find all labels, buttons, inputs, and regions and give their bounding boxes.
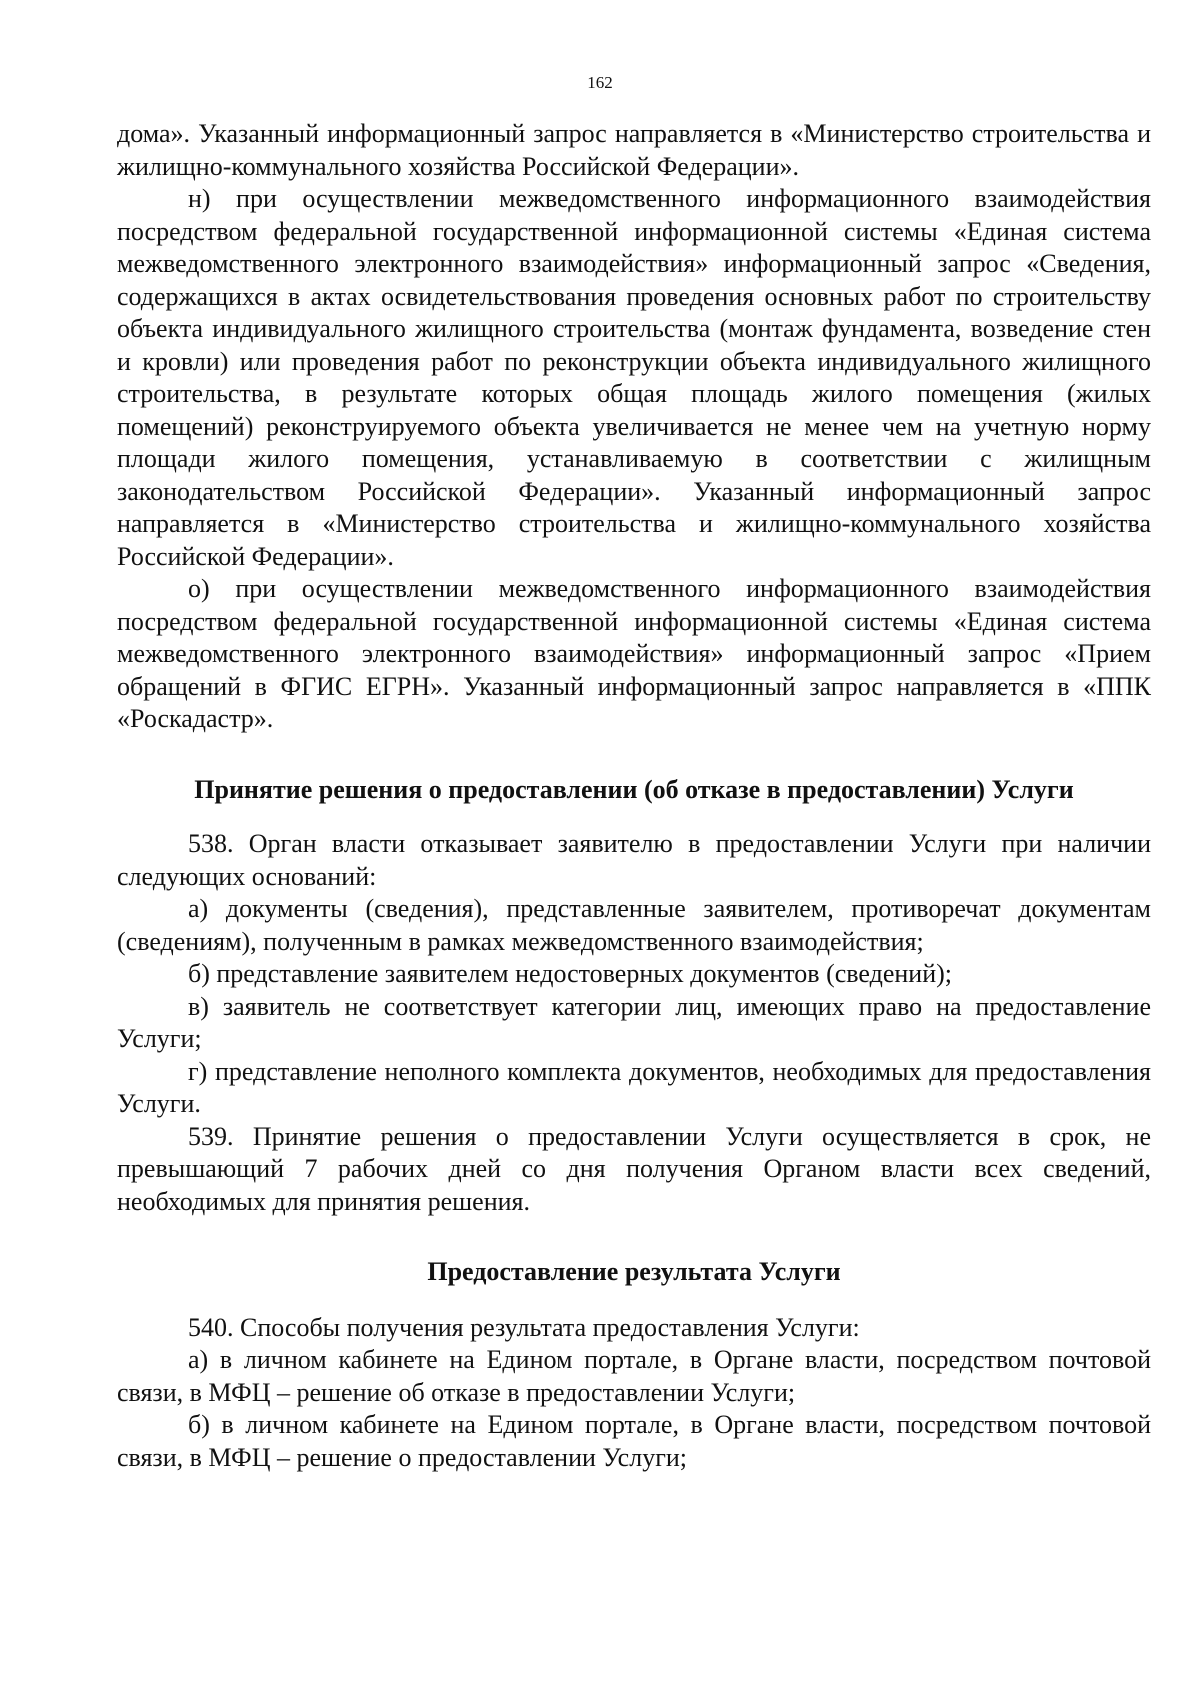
section-heading-result: Предоставление результата Услуги [427,1257,841,1286]
paragraph-540-b: б) в личном кабинете на Едином портале, в Органе власти, посредством почтовой связи, в МФЦ – решение о предоставлении Услуги; [117,1410,1151,1472]
paragraph-538-b: б) представление заявителем недостоверных документов (сведений); [188,959,952,988]
paragraph-538-a: а) документы (сведения), представленные заявителем, противоречат документам (сведениям), полученным в рамках межведомственного взаимодействия; [117,894,1151,956]
section-heading-decision: Принятие решения о предоставлении (об отказе в предоставлении) Услуги [194,774,1074,804]
paragraph-item-o: о) при осуществлении межведомственного информационного взаимодействия посредством федеральной государственной информационной системы «Единая система межведомственного электронного взаимодействия» информационный запрос «Прием обращений в ФГИС ЕГРН». Указанный информационный запрос направляется в «ППК «Роскадастр». [117,574,1151,733]
page-number: 162 [587,73,613,92]
paragraph-540-a: а) в личном кабинете на Едином портале, в Органе власти, посредством почтовой связи, в МФЦ – решение об отказе в предоставлении Услуги; [117,1345,1151,1407]
document-body [117,118,1151,1474]
paragraph-continuation: дома». Указанный информационный запрос направляется в «Министерство строительства и жилищно-коммунального хозяйства Российской Федерации». [117,119,1151,181]
paragraph-538: 538. Орган власти отказывает заявителю в предоставлении Услуги при наличии следующих оснований: [117,829,1151,891]
paragraph-539: 539. Принятие решения о предоставлении Услуги осуществляется в срок, не превышающий 7 рабочих дней со дня получения Органом власти всех сведений, необходимых для принятия решения. [117,1121,1151,1216]
paragraph-540: 540. Способы получения результата предоставления Услуги: [188,1312,860,1342]
paragraph-538-g: г) представление неполного комплекта документов, необходимых для предоставления Услуги. [117,1056,1151,1118]
paragraph-538-v: в) заявитель не соответствует категории лиц, имеющих право на предоставление Услуги; [117,991,1151,1053]
paragraph-item-n: н) при осуществлении межведомственного информационного взаимодействия посредством федеральной государственной информационной системы «Единая система межведомственного электронного взаимодействия» информационный запрос «Сведения, содержащихся в актах освидетельствования проведения основных работ по строительству объекта индивидуального жилищного строительства (монтаж фундамента, возведение стен и кровли) или проведения работ по реконструкции объекта индивидуального жилищного строительства, в результате которых общая площадь жилого помещения (жилых помещений) реконструируемого объекта увеличивается не менее чем на учетную норму площади жилого помещения, устанавливаемую в соответствии с жилищным законодательством Российской Федерации». Указанный информационный запрос направляется в «Министерство строительства и жилищно-коммунального хозяйства Российской Федерации». [117,184,1151,571]
